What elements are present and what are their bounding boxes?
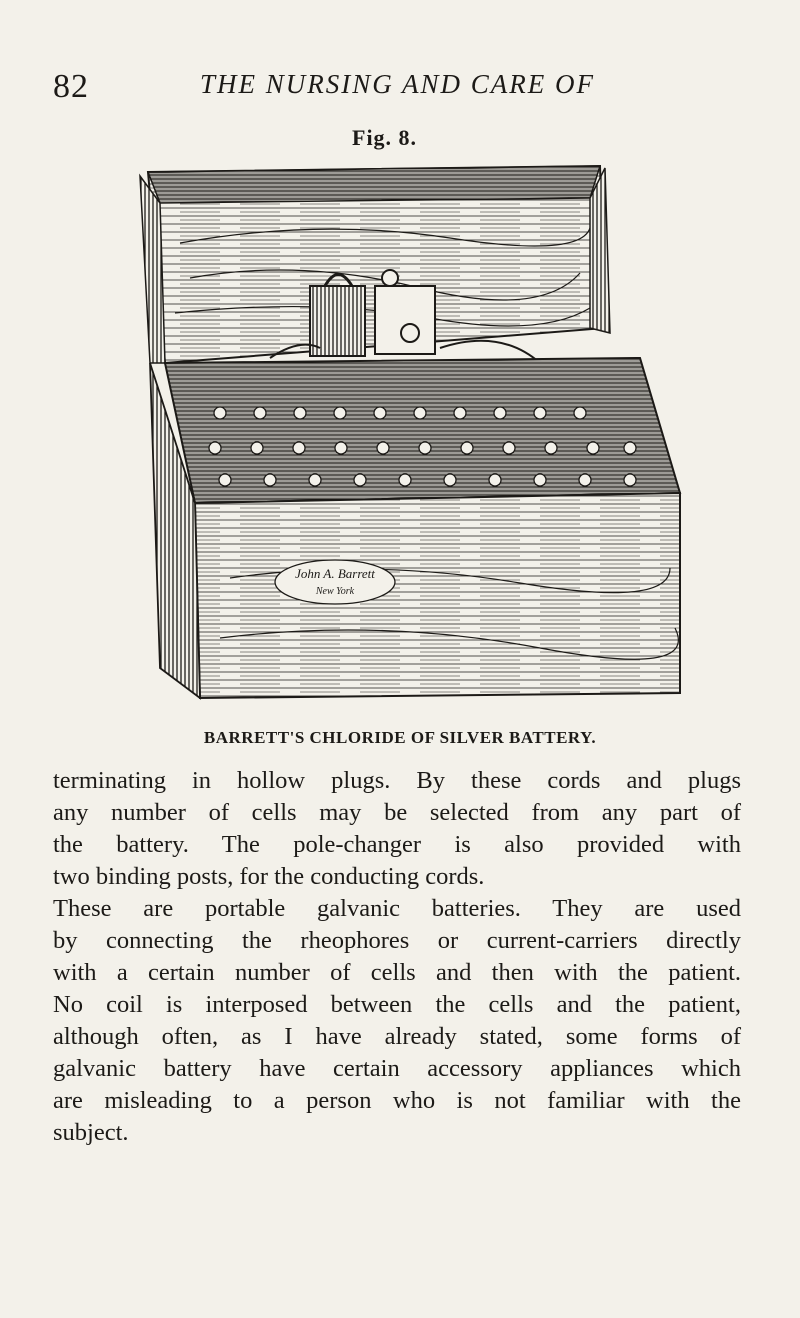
text-line: are misleading to a person who is not familiar with the xyxy=(53,1087,741,1114)
text-line: with a certain number of cells and then with the patient. xyxy=(53,959,741,986)
text-line: subject. xyxy=(53,1119,129,1146)
text-line: although often, as I have already stated, some forms of xyxy=(53,1023,741,1050)
running-title: THE NURSING AND CARE OF xyxy=(200,69,595,99)
cell-tray xyxy=(165,358,680,503)
battery-illustration xyxy=(120,158,690,703)
text-line: by connecting the rheophores or current-carriers directly xyxy=(53,927,741,954)
text-line: the battery. The pole-changer is also provided with xyxy=(53,831,741,858)
text-line: galvanic battery have certain accessory appliances which xyxy=(53,1055,741,1082)
figure-caption: BARRETT'S CHLORIDE OF SILVER BATTERY. xyxy=(203,728,597,747)
maker-mark-city: New York xyxy=(315,586,355,597)
text-line: any number of cells may be selected from any part of xyxy=(53,799,741,826)
text-line: These are portable galvanic batteries. They are used xyxy=(53,895,741,922)
text-line: terminating in hollow plugs. By these cords and plugs xyxy=(53,767,741,794)
text-line: two binding posts, for the conducting cords. xyxy=(53,863,485,890)
text-line: No coil is interposed between the cells and the patient, xyxy=(53,991,741,1018)
body-paragraph xyxy=(53,765,741,1149)
figure-label: Fig. 8. xyxy=(352,125,418,150)
page-number: 82 xyxy=(53,68,89,105)
maker-mark-name: John A. Barrett xyxy=(295,566,375,581)
battery-engraving xyxy=(120,158,690,703)
